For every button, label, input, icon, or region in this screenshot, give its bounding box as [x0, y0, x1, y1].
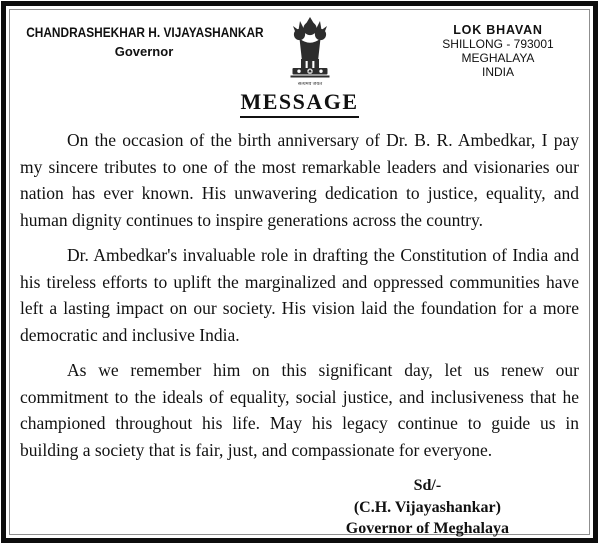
address-block [409, 23, 587, 79]
paragraph-3: As we remember him on this significant day, let us renew our commitment to the ideals of equality, social justice, and inclusiveness that he championed throughout his life. May his legacy continue to guide us in building a society that is fair, just, and compassionate for everyone. [20, 360, 579, 460]
signature-name: (C.H. Vijayashankar) [353, 498, 501, 516]
paragraph-1: On the occasion of the birth anniversary of Dr. B. R. Ambedkar, I pay my sincere tributes to one of the most remarkable leaders and visionaries our nation has ever known. His unwavering dedication to justice, equality, and human dignity continues to inspire generations across the country. [20, 130, 579, 230]
address-line-2: SHILLONG - 793001 [442, 37, 554, 51]
governor-title: Governor [114, 44, 174, 59]
governor-name: CHANDRASHEKHAR H. VIJAYASHANKAR [26, 25, 264, 40]
signature-designation: Governor of Meghalaya [345, 520, 509, 537]
document-title: MESSAGE [240, 89, 358, 118]
title-row [10, 89, 589, 118]
message-body [10, 127, 589, 463]
signature-block [346, 475, 509, 540]
signature-sd: Sd/- [413, 477, 442, 494]
address-line-4: INDIA [481, 65, 514, 79]
address-line-3: MEGHALAYA [461, 51, 535, 65]
ashoka-lion-capital-icon [287, 16, 333, 78]
emblem-motto: सत्यमेव जयते [297, 82, 323, 87]
state-emblem [278, 16, 342, 87]
letterhead [10, 16, 589, 87]
document-content [10, 10, 589, 537]
address-line-1: LOK BHAVAN [453, 23, 543, 37]
sender-block [10, 24, 278, 59]
paragraph-2: Dr. Ambedkar's invaluable role in drafting the Constitution of India and his tireless efforts to uplift the marginalized and oppressed communities have left a lasting impact on our society. His vision laid the foundation for a more democratic and inclusive India. [20, 245, 579, 345]
